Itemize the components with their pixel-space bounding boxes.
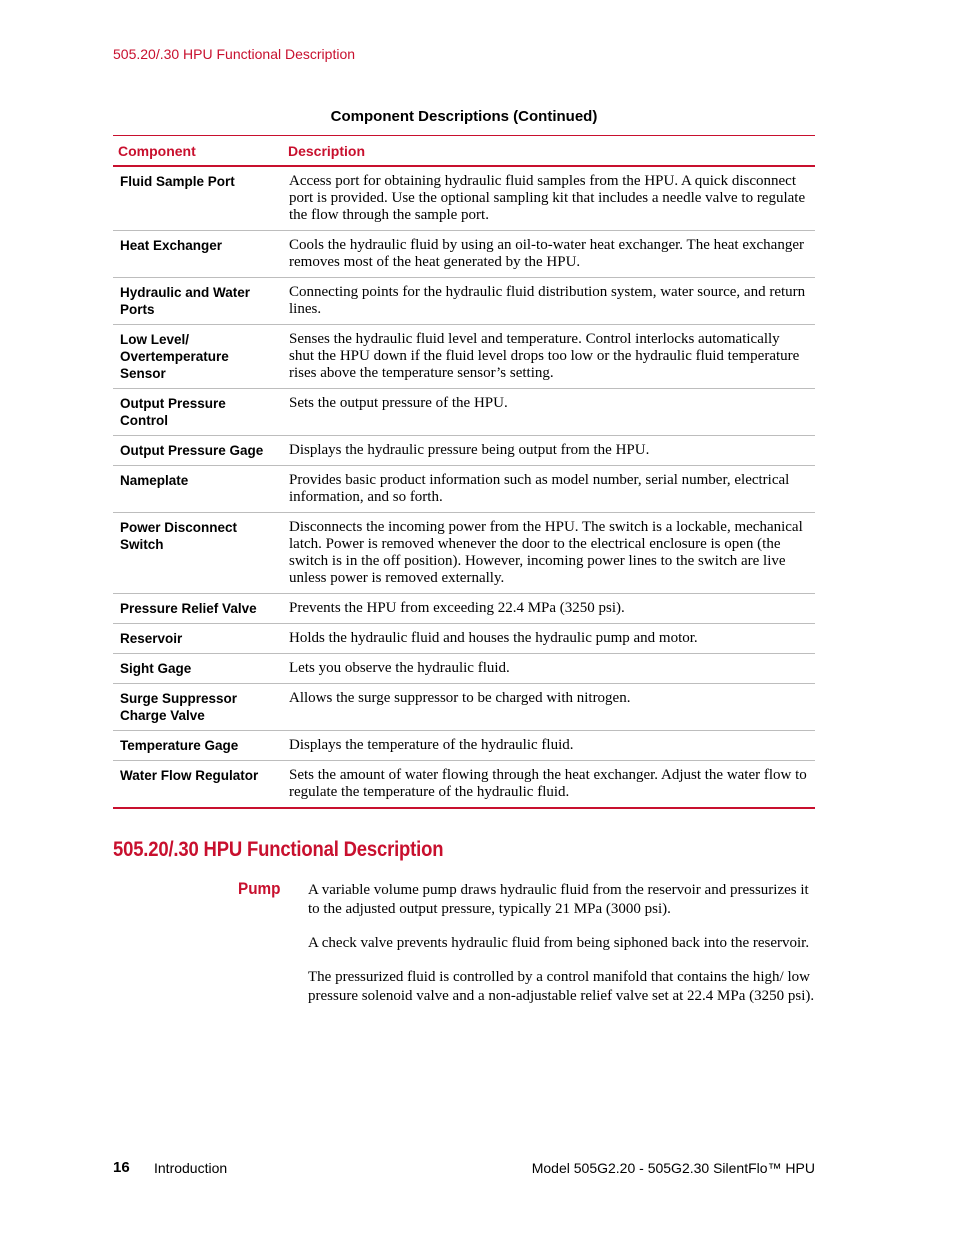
description-cell: Disconnects the incoming power from the HPU. The switch is a lockable, mechanical latch. Power is removed whenever the door to the electrical enclosure is open (the switch is in the off position). However, incoming power lines to the switch are live unless power is removed externally. (283, 513, 815, 594)
table-row (113, 654, 815, 684)
component-cell: Fluid Sample Port (113, 166, 283, 231)
footer-chapter: Introduction (154, 1160, 228, 1176)
description-cell: Access port for obtaining hydraulic fluid samples from the HPU. A quick disconnect port is provided. Use the optional sampling kit that includes a needle valve to regulate the flow through the sample port. (283, 166, 815, 231)
table-row (113, 684, 815, 731)
table-row (113, 761, 815, 809)
component-cell: Water Flow Regulator (113, 761, 283, 809)
column-header-description: Description (283, 136, 815, 167)
component-cell: Output Pressure Control (113, 389, 283, 436)
component-cell: Power Disconnect Switch (113, 513, 283, 594)
table-row (113, 731, 815, 761)
table-row (113, 594, 815, 624)
component-cell: Output Pressure Gage (113, 436, 283, 466)
description-cell: Displays the temperature of the hydraulic fluid. (283, 731, 815, 761)
table-row (113, 231, 815, 278)
table-row (113, 166, 815, 231)
table-row (113, 466, 815, 513)
paragraph: The pressurized fluid is controlled by a control manifold that contains the high/ low pressure solenoid valve and a non-adjustable relief valve set at 22.4 MPa (3250 psi). (308, 969, 815, 1004)
component-descriptions-table (113, 135, 815, 809)
component-cell: Sight Gage (113, 654, 283, 684)
table-caption: Component Descriptions (Continued) (330, 108, 598, 125)
description-cell: Connecting points for the hydraulic fluid distribution system, water source, and return lines. (283, 278, 815, 325)
description-cell: Sets the amount of water flowing through the heat exchanger. Adjust the water flow to regulate the temperature of the hydraulic fluid. (283, 761, 815, 809)
component-cell: Reservoir (113, 624, 283, 654)
page-number: 16 (113, 1159, 130, 1176)
component-cell: Low Level/ Overtemperature Sensor (113, 325, 283, 389)
description-cell: Cools the hydraulic fluid by using an oil-to-water heat exchanger. The heat exchanger removes most of the heat generated by the HPU. (283, 231, 815, 278)
table-row (113, 325, 815, 389)
section-title: 505.20/.30 HPU Functional Description (113, 838, 444, 861)
table-row (113, 436, 815, 466)
component-cell: Heat Exchanger (113, 231, 283, 278)
component-cell: Hydraulic and Water Ports (113, 278, 283, 325)
pump-body-text (308, 881, 818, 1021)
table-row (113, 624, 815, 654)
description-cell: Senses the hydraulic fluid level and temperature. Control interlocks automatically shut the HPU down if the fluid level drops too low or the hydraulic fluid temperature rises above the temperature sensor’s setting. (283, 325, 815, 389)
description-cell: Provides basic product information such as model number, serial number, electrical information, and so forth. (283, 466, 815, 513)
description-cell: Allows the surge suppressor to be charged with nitrogen. (283, 684, 815, 731)
subsection-title-pump: Pump (238, 879, 281, 898)
component-cell: Surge Suppressor Charge Valve (113, 684, 283, 731)
component-cell: Temperature Gage (113, 731, 283, 761)
component-cell: Nameplate (113, 466, 283, 513)
running-head: 505.20/.30 HPU Functional Description (113, 46, 356, 62)
paragraph: A variable volume pump draws hydraulic fluid from the reservoir and pressurizes it to the adjusted output pressure, typically 21 MPa (3000 psi). (308, 882, 809, 917)
description-cell: Prevents the HPU from exceeding 22.4 MPa (3250 psi). (283, 594, 815, 624)
description-cell: Sets the output pressure of the HPU. (283, 389, 815, 436)
table-row (113, 278, 815, 325)
description-cell: Holds the hydraulic fluid and houses the hydraulic pump and motor. (283, 624, 815, 654)
table-row (113, 389, 815, 436)
table-row (113, 513, 815, 594)
footer-model: Model 505G2.20 - 505G2.30 SilentFlo™ HPU (531, 1160, 815, 1176)
paragraph: A check valve prevents hydraulic fluid from being siphoned back into the reservoir. (308, 935, 810, 951)
column-header-component: Component (113, 136, 283, 167)
table-header-row (113, 136, 815, 167)
component-cell: Pressure Relief Valve (113, 594, 283, 624)
description-cell: Lets you observe the hydraulic fluid. (283, 654, 815, 684)
description-cell: Displays the hydraulic pressure being output from the HPU. (283, 436, 815, 466)
